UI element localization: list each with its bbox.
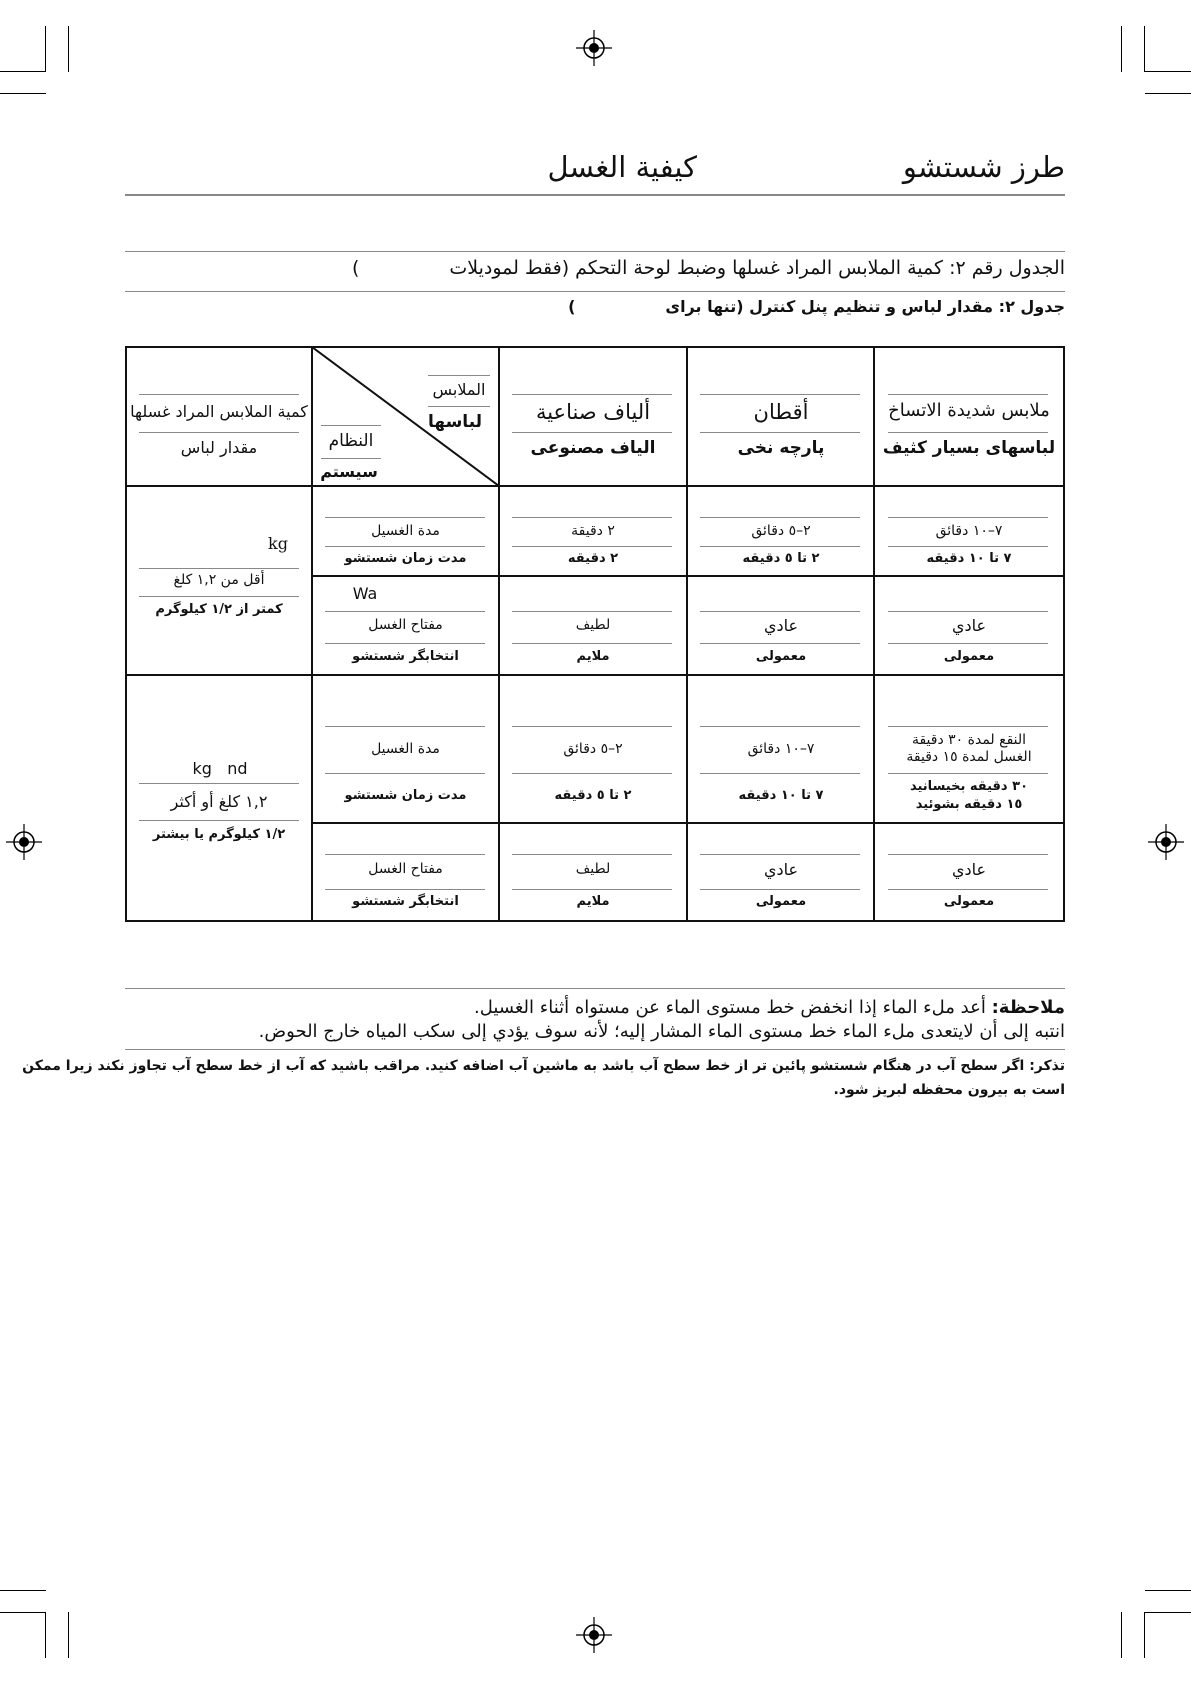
group2-kg-nd	[165, 759, 275, 778]
group2-wash-time-persian: مدت زمان شستشو	[344, 788, 467, 803]
group2-heavy-key-arabic: عادي	[951, 860, 987, 879]
registration-mark-icon	[6, 824, 42, 860]
group1-heavy-key-arabic: عادي	[951, 616, 987, 635]
group1-synthetic-key-arabic: لطيف	[575, 617, 611, 633]
note-persian-line2: است به بيرون محفظه لبريز شود.	[833, 1082, 1065, 1098]
header-clothes-arabic: الملابس	[432, 380, 486, 399]
group2-nd: nd	[227, 759, 248, 778]
group2-amount-persian: ١/٢ كيلوگرم يا بيشتر	[152, 827, 286, 842]
note-arabic-line1	[474, 997, 1065, 1018]
header-heavy-arabic: ملابس شديدة الاتساخ	[888, 400, 1050, 421]
registration-mark-icon	[576, 30, 612, 66]
group1-cotton-key-persian: معمولى	[755, 649, 807, 664]
group1-heavy-time-persian: ٧ تا ١٠ دقيقه	[926, 551, 1012, 566]
group2-cotton-time-persian: ٧ تا ١٠ دقيقه	[738, 788, 824, 803]
group1-wa: Wa	[352, 584, 378, 603]
registration-mark-icon	[576, 1617, 612, 1653]
note-label: ملاحظة:	[991, 997, 1065, 1018]
group1-heavy-key-persian: معمولى	[943, 649, 995, 664]
header-system-arabic: النظام	[328, 431, 374, 451]
note-arabic-text: أعد ملء الماء إذا انخفض خط مستوى الماء عن مستواه أثناء الغسيل.	[474, 997, 986, 1018]
wash-settings-table	[125, 346, 1065, 922]
group1-cotton-key-arabic: عادي	[763, 616, 799, 635]
table-caption-persian: جدول ٢: مقدار لباس و تنظيم پنل كنترل (تنها براى)	[568, 297, 1065, 316]
registration-mark-icon	[1148, 824, 1184, 860]
group2-kg: kg	[192, 759, 212, 778]
divider	[125, 291, 1065, 292]
group2-cotton-time-arabic: ٧–١٠ دقائق	[747, 741, 815, 757]
group1-kg: kg	[268, 534, 288, 553]
divider	[125, 1049, 1065, 1050]
header-amount-arabic: كمية الملابس المراد غسلها	[130, 402, 308, 421]
header-amount-persian: مقدار لباس	[180, 438, 258, 457]
table-caption-arabic: الجدول رقم ٢: كمية الملابس المراد غسلها وضبط لوحة التحكم (فقط لموديلات)	[351, 257, 1065, 279]
divider	[125, 988, 1065, 989]
divider	[125, 194, 1065, 196]
group1-wash-time-arabic: مدة الغسيل	[371, 523, 440, 539]
page-title-persian: طرز شستشو	[902, 150, 1065, 184]
group1-amount-persian: كمتر از ١/٢ كيلوگرم	[155, 602, 283, 617]
group1-wash-time-persian: مدت زمان شستشو	[344, 551, 467, 566]
group1-synthetic-time-persian: ٢ دقيقه	[567, 551, 619, 566]
group1-synthetic-key-persian: ملايم	[576, 649, 610, 664]
header-cotton-arabic: أقطان	[753, 400, 809, 424]
header-synthetic-arabic: ألياف صناعية	[535, 400, 651, 424]
group2-synthetic-key-arabic: لطيف	[575, 861, 611, 877]
group2-heavy-key-persian: معمولى	[943, 894, 995, 909]
note-arabic-line2: انتبه إلى أن لايتعدى ملء الماء خط مستوى الماء المشار إليه؛ لأنه سوف يؤدي إلى سكب المياه خارج الحوض.	[258, 1021, 1065, 1042]
group2-heavy-time-persian-1: ٣٠ دقيقه بخيسانيد	[909, 779, 1029, 794]
group2-wash-time-arabic: مدة الغسيل	[371, 741, 440, 757]
page-title-arabic: كيفية الغسل	[547, 150, 697, 184]
group2-wash-key-persian: انتخابگر شستشو	[352, 894, 459, 909]
note-persian-line1: تذكر: اگر سطح آب در هنگام شستشو پائين تر از خط سطح آب باشد به ماشين آب اضافه كنيد. مراقب باشيد كه آب از خط سطح آب تجاوز نكند زيرا ممكن	[22, 1058, 1065, 1074]
group1-wash-key-arabic: مفتاح الغسل	[368, 617, 443, 633]
group1-synthetic-time-arabic: ٢ دقيقة	[571, 523, 615, 539]
group2-synthetic-time-arabic: ٢–٥ دقائق	[563, 741, 623, 757]
header-cotton-persian: پارچه نخى	[737, 438, 825, 458]
group1-wash-key-persian: انتخابگر شستشو	[352, 649, 459, 664]
header-synthetic-persian: الياف مصنوعى	[530, 438, 656, 458]
group2-wash-key-arabic: مفتاح الغسل	[368, 861, 443, 877]
group1-heavy-time-arabic: ٧–١٠ دقائق	[935, 523, 1003, 539]
header-heavy-persian: لباسهاى بسيار كثيف	[882, 438, 1056, 458]
group2-amount-arabic: ١,٢ كلغ أو أكثر	[170, 792, 268, 811]
group2-synthetic-key-persian: ملايم	[576, 894, 610, 909]
group2-synthetic-time-persian: ٢ تا ٥ دقيقه	[554, 788, 632, 803]
divider	[125, 251, 1065, 252]
group2-cotton-key-persian: معمولى	[755, 894, 807, 909]
group2-heavy-time-persian-2: ١٥ دقيقه بشوئيد	[915, 797, 1023, 812]
group2-heavy-time-arabic-1: النقع لمدة ٣٠ دقيقة	[911, 732, 1027, 748]
group2-cotton-key-arabic: عادي	[763, 860, 799, 879]
group1-amount-arabic: أقل من ١,٢ كلغ	[173, 572, 265, 588]
header-clothes-persian: لباسها	[427, 412, 483, 432]
group1-cotton-time-arabic: ٢–٥ دقائق	[751, 523, 811, 539]
group1-cotton-time-persian: ٢ تا ٥ دقيقه	[742, 551, 820, 566]
group2-heavy-time-arabic-2: الغسل لمدة ١٥ دقيقة	[906, 749, 1032, 765]
header-system-persian: سيستم	[320, 462, 378, 481]
